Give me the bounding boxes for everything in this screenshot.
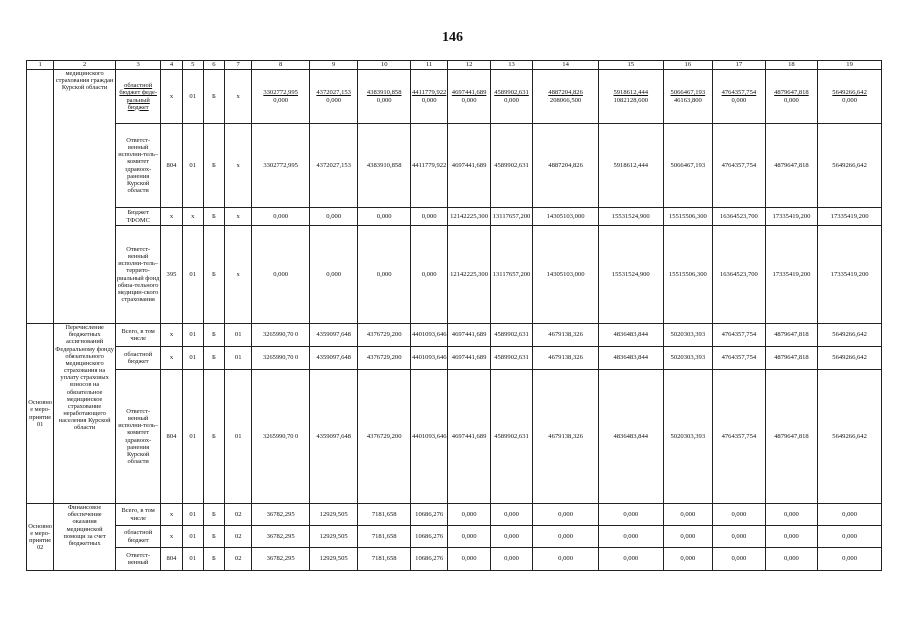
value-regional: 4589902,631 <box>494 89 529 97</box>
value-cell: 4679138,326 <box>533 347 599 370</box>
value-cell: 5066467,193 <box>663 124 713 208</box>
value-cell: 36782,295 <box>252 504 310 526</box>
value-regional: 4372027,153 <box>316 89 351 97</box>
code-cell: х <box>225 70 252 124</box>
value-cell: 16364523,700 <box>713 208 766 226</box>
code-cell: 01 <box>182 370 203 504</box>
value-cell: 4679138,326 <box>533 324 599 347</box>
value-cell: 0,000 <box>358 226 411 324</box>
code-cell: х <box>161 504 182 526</box>
value-cell: 7181,658 <box>358 526 411 548</box>
value-cell: 0,000 <box>713 526 766 548</box>
table-row <box>27 370 882 504</box>
header-cell: 11 <box>410 61 447 70</box>
code-cell: х <box>225 208 252 226</box>
value-cell: 0,000 <box>490 548 532 571</box>
value-cell: 0,000 <box>598 548 663 571</box>
code-cell: 01 <box>182 226 203 324</box>
value-cell: 0,000 <box>448 548 490 571</box>
value-cell: 4376729,200 <box>358 370 411 504</box>
code-cell: 01 <box>225 324 252 347</box>
value-cell: 4589902,631 <box>490 324 532 347</box>
value-cell: 0,000 <box>309 208 358 226</box>
value-federal: 46163,800 <box>673 96 702 104</box>
value-cell <box>448 70 490 124</box>
value-cell: 5918612,444 <box>598 124 663 208</box>
funding-source: областной бюджет <box>115 526 160 548</box>
code-cell: 804 <box>161 548 182 571</box>
value-cell <box>252 70 310 124</box>
value-cell: 4679138,326 <box>533 370 599 504</box>
value-cell: 4359097,648 <box>309 324 358 347</box>
code-cell: х <box>161 526 182 548</box>
code-cell: 02 <box>225 548 252 571</box>
value-cell: 10686,276 <box>410 504 447 526</box>
funding-source: Ответст-венный <box>115 548 160 571</box>
value-federal: 0,000 <box>461 96 477 104</box>
event-label-cell <box>27 70 54 324</box>
value-cell: 4764357,754 <box>713 370 766 504</box>
code-cell: 01 <box>182 324 203 347</box>
column-number-row <box>27 61 882 70</box>
value-cell: 15531524,900 <box>598 226 663 324</box>
header-cell: 13 <box>490 61 532 70</box>
value-cell: 13117657,200 <box>490 226 532 324</box>
value-cell: 4589902,631 <box>490 124 532 208</box>
code-cell: х <box>161 208 182 226</box>
value-cell: 4589902,631 <box>490 347 532 370</box>
header-cell: 18 <box>765 61 818 70</box>
table-row <box>27 70 882 124</box>
code-cell: х <box>161 347 182 370</box>
value-cell: 12142225,300 <box>448 226 490 324</box>
code-cell: 02 <box>225 526 252 548</box>
value-cell: 4383910,858 <box>358 124 411 208</box>
value-cell: 0,000 <box>818 548 882 571</box>
code-cell: 01 <box>182 526 203 548</box>
value-federal: 0,000 <box>326 96 342 104</box>
code-cell: х <box>161 70 182 124</box>
value-cell: 4411779,922 <box>410 124 447 208</box>
value-cell: 12142225,300 <box>448 208 490 226</box>
table-row <box>27 226 882 324</box>
value-cell: 4401093,646 <box>410 347 447 370</box>
header-cell: 17 <box>713 61 766 70</box>
event-label-cell: Основное меро-приятие 02 <box>27 504 54 571</box>
value-cell: 15515506,300 <box>663 208 713 226</box>
value-federal: 0,000 <box>731 96 747 104</box>
funding-source: Всего, в том числе <box>115 504 160 526</box>
value-cell: 4764357,754 <box>713 347 766 370</box>
value-cell: 4836483,844 <box>598 324 663 347</box>
value-regional: 3302772,995 <box>263 89 298 97</box>
value-cell: 5020303,393 <box>663 347 713 370</box>
value-cell: 0,000 <box>490 504 532 526</box>
table-row <box>27 347 882 370</box>
value-cell: 12929,505 <box>309 548 358 571</box>
value-cell: 5020303,393 <box>663 324 713 347</box>
code-cell: Б <box>203 208 224 226</box>
value-cell: 0,000 <box>309 226 358 324</box>
value-cell: 4359097,648 <box>309 347 358 370</box>
value-federal: 0,000 <box>842 96 858 104</box>
value-cell: 36782,295 <box>252 526 310 548</box>
code-cell: Б <box>203 324 224 347</box>
value-regional: 4383910,858 <box>366 89 402 97</box>
value-cell: 5649266,642 <box>818 124 882 208</box>
event-description: Финансовое обеспечение оказания медицинской помощи за счет бюджетных <box>54 504 116 571</box>
value-cell: 4879647,818 <box>765 124 818 208</box>
value-cell: 0,000 <box>448 504 490 526</box>
value-cell: 13117657,200 <box>490 208 532 226</box>
header-cell: 16 <box>663 61 713 70</box>
budget-table <box>26 60 882 571</box>
event-label-cell: Основное меро-приятие 01 <box>27 324 54 504</box>
value-cell: 16364523,700 <box>713 226 766 324</box>
value-regional: 4887204,826 <box>548 89 583 97</box>
value-cell: 0,000 <box>252 226 310 324</box>
code-cell: Б <box>203 548 224 571</box>
value-regional: 5066467,193 <box>670 89 706 97</box>
code-cell: Б <box>203 226 224 324</box>
value-cell: 4879647,818 <box>765 347 818 370</box>
value-cell: 4376729,200 <box>358 324 411 347</box>
code-cell: Б <box>203 347 224 370</box>
value-cell: 0,000 <box>448 526 490 548</box>
value-cell: 4401093,646 <box>410 324 447 347</box>
value-cell: 0,000 <box>533 526 599 548</box>
code-cell: 01 <box>225 370 252 504</box>
table-row <box>27 504 882 526</box>
value-cell: 4589902,631 <box>490 370 532 504</box>
value-cell: 17335419,200 <box>765 226 818 324</box>
value-federal: 0,000 <box>784 96 799 104</box>
code-cell: 395 <box>161 226 182 324</box>
value-cell <box>598 70 663 124</box>
header-cell: 9 <box>309 61 358 70</box>
value-cell: 0,000 <box>765 548 818 571</box>
value-cell: 0,000 <box>410 226 447 324</box>
code-cell: 01 <box>182 548 203 571</box>
table-row <box>27 324 882 347</box>
value-cell: 4401093,646 <box>410 370 447 504</box>
value-cell: 7181,658 <box>358 548 411 571</box>
event-description: медицинского страхования граждан Курской области <box>54 70 116 324</box>
value-cell <box>410 70 447 124</box>
code-cell: х <box>225 226 252 324</box>
header-cell: 10 <box>358 61 411 70</box>
table-row <box>27 548 882 571</box>
value-federal: 208066,500 <box>549 96 582 104</box>
value-cell: 0,000 <box>713 548 766 571</box>
value-cell: 0,000 <box>663 504 713 526</box>
value-cell: 7181,658 <box>358 504 411 526</box>
value-federal: 1082128,600 <box>613 96 649 104</box>
header-cell: 1 <box>27 61 54 70</box>
funding-source: областной бюджет <box>115 347 160 370</box>
value-cell: 4372027,153 <box>309 124 358 208</box>
value-cell: 0,000 <box>490 526 532 548</box>
value-cell: 3302772,995 <box>252 124 310 208</box>
value-cell: 10686,276 <box>410 548 447 571</box>
code-cell: 01 <box>182 347 203 370</box>
value-federal: 0,000 <box>504 96 519 104</box>
value-cell: 0,000 <box>533 548 599 571</box>
header-cell: 8 <box>252 61 310 70</box>
value-regional: 4764357,754 <box>721 89 757 97</box>
code-cell: 804 <box>161 370 182 504</box>
code-cell: Б <box>203 124 224 208</box>
code-cell: 02 <box>225 504 252 526</box>
code-cell: Б <box>203 504 224 526</box>
value-federal: 0,000 <box>421 96 437 104</box>
value-cell: 17335419,200 <box>818 226 882 324</box>
code-cell: Б <box>203 526 224 548</box>
value-cell: 15531524,900 <box>598 208 663 226</box>
value-regional: 4411779,922 <box>411 89 447 97</box>
value-cell <box>358 70 411 124</box>
code-cell: 01 <box>182 124 203 208</box>
value-cell: 5649266,642 <box>818 370 882 504</box>
value-regional: 4697441,689 <box>451 89 487 97</box>
value-cell: 5020303,393 <box>663 370 713 504</box>
header-cell: 7 <box>225 61 252 70</box>
value-cell <box>713 70 766 124</box>
header-cell: 6 <box>203 61 224 70</box>
value-cell: 0,000 <box>663 548 713 571</box>
code-cell: х <box>161 324 182 347</box>
header-cell: 4 <box>161 61 182 70</box>
code-cell: 01 <box>182 70 203 124</box>
value-cell <box>309 70 358 124</box>
code-cell: Б <box>203 370 224 504</box>
header-cell: 12 <box>448 61 490 70</box>
value-cell: 0,000 <box>765 526 818 548</box>
value-cell: 4764357,754 <box>713 324 766 347</box>
value-cell: 0,000 <box>818 526 882 548</box>
event-description: Перечисление бюджетных ассигнований Федеральному фонду обязательного медицинского страхования на уплату страховых взносов на обязательное медицинское страхование неработающего населения Курской области <box>54 324 116 504</box>
value-cell: 4697441,689 <box>448 347 490 370</box>
value-cell: 0,000 <box>533 504 599 526</box>
table-row <box>27 208 882 226</box>
table-row <box>27 526 882 548</box>
value-cell: 36782,295 <box>252 548 310 571</box>
value-cell: 4836483,844 <box>598 347 663 370</box>
value-cell: 5649266,642 <box>818 347 882 370</box>
code-cell: х <box>182 208 203 226</box>
funding-source: областной бюджет феде-ральный бюджет <box>115 70 160 124</box>
value-cell: 4359097,648 <box>309 370 358 504</box>
value-cell: 0,000 <box>410 208 447 226</box>
value-cell: 14305103,000 <box>533 226 599 324</box>
funding-source: Ответст-венный исполни-тель–террито-риальный фонд обяза-тельного медицин-ского страхования <box>115 226 160 324</box>
code-cell: Б <box>203 70 224 124</box>
value-cell: 17335419,200 <box>765 208 818 226</box>
value-cell: 4697441,689 <box>448 324 490 347</box>
value-cell: 3265990,70 0 <box>252 347 310 370</box>
table-row <box>27 124 882 208</box>
value-cell: 12929,505 <box>309 504 358 526</box>
value-federal: 0,000 <box>376 96 392 104</box>
value-cell: 0,000 <box>663 526 713 548</box>
value-cell: 14305103,000 <box>533 208 599 226</box>
header-cell: 14 <box>533 61 599 70</box>
value-cell: 10686,276 <box>410 526 447 548</box>
value-federal: 0,000 <box>273 96 289 104</box>
funding-source: Ответст-венный исполни-тель–комитет здравоох-ранения Курской области <box>115 370 160 504</box>
value-cell <box>765 70 818 124</box>
value-cell: 0,000 <box>598 526 663 548</box>
header-cell: 19 <box>818 61 882 70</box>
value-cell: 17335419,200 <box>818 208 882 226</box>
value-cell <box>663 70 713 124</box>
value-regional: 5918612,444 <box>613 89 649 97</box>
header-cell: 15 <box>598 61 663 70</box>
value-regional: 4879647,818 <box>774 89 809 97</box>
header-cell: 3 <box>115 61 160 70</box>
value-cell: 3265990,70 0 <box>252 324 310 347</box>
value-cell: 4879647,818 <box>765 324 818 347</box>
value-cell: 12929,505 <box>309 526 358 548</box>
value-cell: 0,000 <box>252 208 310 226</box>
value-cell <box>490 70 532 124</box>
code-cell: 01 <box>225 347 252 370</box>
value-cell: 0,000 <box>598 504 663 526</box>
value-cell: 4887204,826 <box>533 124 599 208</box>
header-cell: 5 <box>182 61 203 70</box>
value-cell: 4697441,689 <box>448 370 490 504</box>
value-cell: 4764357,754 <box>713 124 766 208</box>
value-cell: 4836483,844 <box>598 370 663 504</box>
funding-source: Всего, в том числе <box>115 324 160 347</box>
value-cell: 4879647,818 <box>765 370 818 504</box>
value-regional: 5649266,642 <box>832 89 867 97</box>
code-cell: 01 <box>182 504 203 526</box>
value-cell: 0,000 <box>358 208 411 226</box>
code-cell: 804 <box>161 124 182 208</box>
funding-source: Бюджет ТФОМС <box>115 208 160 226</box>
value-cell: 4697441,689 <box>448 124 490 208</box>
value-cell: 3265990,70 0 <box>252 370 310 504</box>
value-cell: 0,000 <box>713 504 766 526</box>
value-cell <box>533 70 599 124</box>
value-cell: 15515506,300 <box>663 226 713 324</box>
page-number: 146 <box>442 30 463 45</box>
value-cell: 0,000 <box>818 504 882 526</box>
value-cell: 0,000 <box>765 504 818 526</box>
header-cell: 2 <box>54 61 116 70</box>
funding-source: Ответст-венный исполни-тель–комитет здравоох-ранения Курской области <box>115 124 160 208</box>
value-cell <box>818 70 882 124</box>
code-cell: х <box>225 124 252 208</box>
value-cell: 4376729,200 <box>358 347 411 370</box>
value-cell: 5649266,642 <box>818 324 882 347</box>
